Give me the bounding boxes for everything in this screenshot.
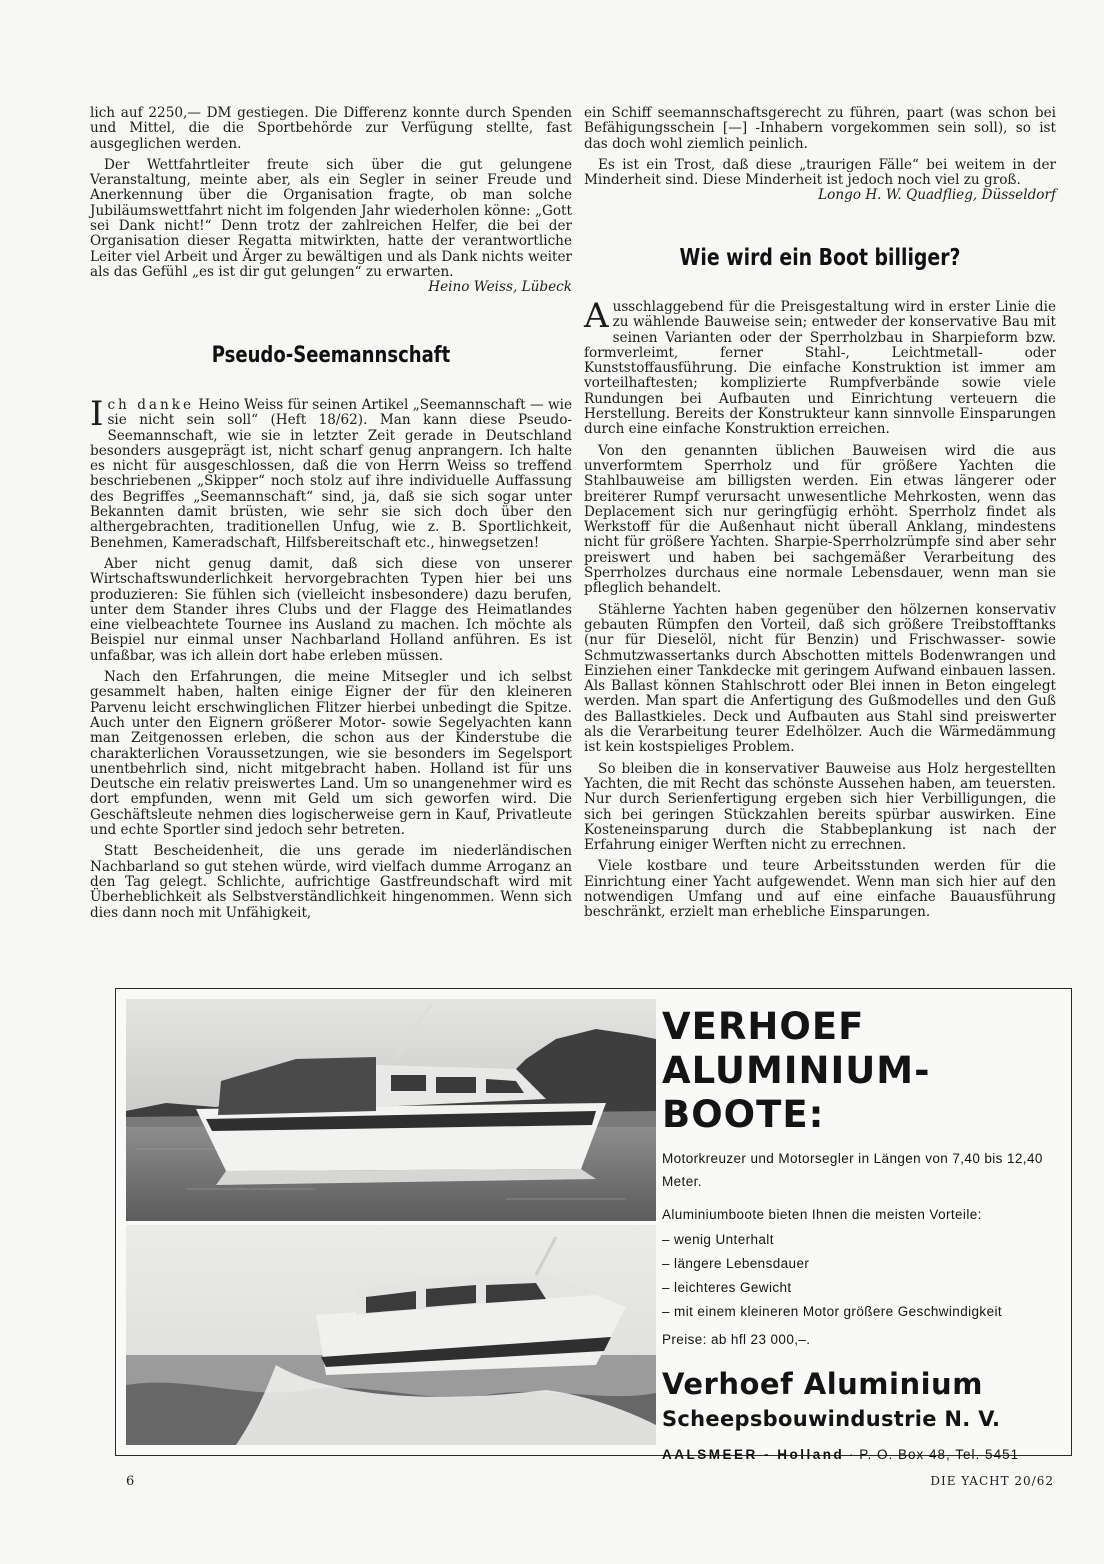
left-continuation-paragraph-1: lich auf 2250,— DM gestiegen. Die Differenz konnte durch Spenden und Mittel, die die Sportbehörde zur Verfügung stellte, fast ausgeglichen werden. xyxy=(90,105,572,152)
author-signature-weiss: Heino Weiss, Lübeck xyxy=(428,279,572,296)
ad-address xyxy=(662,1447,1062,1462)
ad-advantage-item: – längere Lebensdauer xyxy=(662,1256,810,1271)
ad-address-place: AALSMEER - Holland xyxy=(662,1447,845,1462)
boat-photo-speedboat xyxy=(126,1225,656,1445)
article-first-paragraph xyxy=(584,296,1056,438)
dropcap-letter: I xyxy=(90,394,104,434)
article-body-boot-billiger xyxy=(584,296,1056,927)
right-continuation-paragraph-1: ein Schiff seemannschaftsgerecht zu führen, paart (was schon bei Befähigungsschein [—] -Inhabern vorgekommen sein soll), so ist das doch wohl ziemlich peinlich. xyxy=(584,105,1056,152)
ad-price: Preise: ab hfl 23 000,–. xyxy=(662,1332,811,1347)
right-column xyxy=(584,106,1056,204)
left-continuation-paragraph-2 xyxy=(90,156,572,296)
article-first-paragraph xyxy=(90,394,572,551)
ad-address-details: · P. O. Box 48, Tel. 5451 xyxy=(844,1447,1020,1462)
author-signature-quadflieg: Longo H. W. Quadflieg, Düsseldorf xyxy=(818,187,1056,204)
right-continuation-text: Es ist ein Trost, daß diese „traurigen Fälle“ bei weitem in der Minderheit sind. Diese Minderheit ist jedoch noch viel zu groß. xyxy=(584,156,1056,189)
ad-advantages-list xyxy=(662,1228,1062,1324)
ad-headline-product: ALUMINIUM-BOOTE: xyxy=(662,1049,931,1136)
ad-company-name: Verhoef Aluminium xyxy=(662,1367,983,1401)
article-paragraph: Von den genannten üblichen Bauweisen wird die aus unverformtem Sperrholz und für größere Yachten die Stahlbauweise am billigsten werden. Ein etwas längerer oder breiterer Rumpf verursacht unwesentliche Mehrkosten, wenn das Deplacement sich nur geringfügig erhöht. Sperrholz findet als Werkstoff für die Außenhaut nicht überall Anklang, mindestens nicht für größere Yachten. Sharpie-Sperrholzrümpfe sind aber sehr preiswert und haben bei sachgemäßer Verarbeitung des Sperrholzes durchaus eine normale Lebensdauer, wenn man sie pfleglich behandelt. xyxy=(584,442,1056,597)
first-paragraph-text: usschlaggebend für die Preisgestaltung wird in erster Linie die zu wählende Bauweise sein; entweder der konservative Bau mit seinen Varianten oder der Sperrholzbau in Sharpieform bzw. formverleimt, ferner Stahl-, Leichtmetall- oder Kunststoffausführung. Die einfache Konstruktion ist immer am vorteilhaftesten; komplizierte Rumpfverbände sowie viele Rundungen bei Aufbauten und Einrichtung verteuern die Herstellung. Bereits der Konstrukteur kann sinnvolle Einsparungen durch eine einfache Konstruktion erreichen. xyxy=(584,299,1056,438)
ad-headline-brand: VERHOEF xyxy=(662,1005,865,1048)
verhoef-advertisement xyxy=(115,988,1072,1462)
first-paragraph-text: Heino Weiss für seinen Artikel „Seemannschaft — wie sie nicht sein soll“ (Heft 18/62). Man kann diese Pseudo-Seemannschaft, wie sie in letzter Zeit gerade in Deutschland besonders ausgeprägt ist, nicht scharf genug anprangern. Ich halte es nicht für ausgeschlossen, daß die von Herrn Weiss so treffend beschriebenen „Skipper“ noch stolz auf ihre individuelle Auffassung des Begriffes „Seemannschaft“ sind, ja, daß sie sich sogar unter Bekannten damit brüsten, wie sehr sie sich doch über den althergebrachten, traditionellen Unfug, wie z. B. Sportlichkeit, Benehmen, Kameradschaft, Hilfsbereitschaft etc., hinwegsetzen! xyxy=(90,397,572,551)
article-paragraph: Nach den Erfahrungen, die meine Mitsegler und ich selbst gesammelt haben, halten einige Eigner der für den kleineren Parvenu leicht erschwinglichen Flitzer hierbei unbedingt die Spitze. Auch unter den Eignern größerer Motor- sowie Segelyachten kann man Zeitgenossen erleben, die schon aus der Kinderstube die charakterlichen Voraussetzungen, wie sie besonders im Segelsport unentbehrlich sind, nicht mitgebracht haben. Holland ist für uns Deutsche ein relativ preiswertes Land. Um so unangenehmer wird es dort empfunden, wenn mit Geld um sich geworfen wird. Die Geschäftsleute nehmen dies logischerweise gern in Kauf, Privatleute und echte Sportler sind jedoch sehr betreten. xyxy=(90,669,572,839)
article-paragraph: Stählerne Yachten haben gegenüber den hölzernen konservativ gebauten Rümpfen den Vorteil, daß sich größere Treibstofftanks (nur für Dieselöl, nicht für Benzin) und Frischwasser- sowie Schmutzwassertanks durch Abschotten mittels Bodenwrangen und Einziehen einer Tankdecke mit geringem Aufwand einbauen lassen. Als Ballast können Stahlschrott oder Blei innen in Beton eingelegt werden. Man spart die Anfertigung des Gußmodelles und den Guß des Ballastkieles. Deck und Aufbauten aus Stahl sind preiswerter als die Verarbeitung teurer Edelhölzer. Auch die Wärmedämmung ist kein kostspieliges Problem. xyxy=(584,601,1056,756)
page-number: 6 xyxy=(126,1474,135,1489)
article-paragraph: Statt Bescheidenheit, die uns gerade im niederländischen Nachbarland so gut stehen würde, wird vielfach dumme Arroganz an den Tag gelegt. Schlichte, aufrichtige Gastfreundschaft wird mit Überheblichkeit als Selbstverständlichkeit hingenommen. Wenn sich dies dann noch mit Unfähigkeit, xyxy=(90,843,572,921)
ad-text-block xyxy=(662,999,1062,1462)
dropcap-letter: A xyxy=(584,296,609,336)
ad-company-subtitle: Scheepsbouwindustrie N. V. xyxy=(662,1407,1001,1431)
spaced-opening: ch danke xyxy=(107,397,195,413)
left-continuation-text: Der Wettfahrtleiter freute sich über die gut gelungene Veranstaltung, meinte aber, als ein Segler in seiner Freude und Anerkennung über die Organisation fragte, ob man solche Jubiläumswettfahrt nicht im folgenden Jahr wiederholen könne: „Gott sei Dank nicht!“ Denn trotz der zahlreichen Helfer, die bei der Organisation dieser Regatta mitwirkten, hatte der verantwortliche Leiter viel Arbeit und Ärger zu bewältigen und als Dank nichts weiter als das Gefühl „es ist dir gut gelungen“ zu erwarten. xyxy=(90,156,572,280)
article-title-boot-billiger: Wie wird ein Boot billiger? xyxy=(679,245,961,271)
article-paragraph: Viele kostbare und teure Arbeitsstunden werden für die Einrichtung einer Yacht aufgewendet. Wenn man sich hier auf den notwendigen Umfang und auf eine einfache Bauausführung beschränkt, erzielt man erhebliche Einsparungen. xyxy=(584,858,1056,921)
article-body-pseudo-seemannschaft xyxy=(90,394,572,927)
right-continuation-paragraph-2 xyxy=(584,156,1056,204)
ad-advantages-intro: Aluminiumboote bieten Ihnen die meisten Vorteile: xyxy=(662,1207,982,1222)
ad-intro-text: Motorkreuzer und Motorsegler in Längen von 7,40 bis 12,40 Meter. xyxy=(662,1151,1043,1189)
ad-advantage-item: – wenig Unterhalt xyxy=(662,1232,774,1247)
ad-advantage-item: – mit einem kleineren Motor größere Geschwindigkeit xyxy=(662,1304,1003,1319)
article-paragraph: Aber nicht genug damit, daß sich diese von unserer Wirtschaftswunderlichkeit hervorgebrachten Typen hier bei uns produzieren: Sie fühlen sich (vielleicht insbesondere) dazu berufen, unter dem Stander ihres Clubs und der Flagge des Heimatlandes eine vielbeachtete Tournee ins Ausland zu machen. Ich möchte als Beispiel nur einmal unser Nachbarland Holland anführen. Es ist unfaßbar, was ich allein dort habe erleben müssen. xyxy=(90,555,572,664)
left-column xyxy=(90,106,572,296)
ad-advantage-item: – leichteres Gewicht xyxy=(662,1280,792,1295)
article-title-pseudo-seemannschaft: Pseudo-Seemannschaft xyxy=(211,343,451,368)
boat-photo-cruiser xyxy=(126,999,656,1221)
article-paragraph: So bleiben die in konservativer Bauweise aus Holz hergestellten Yachten, die mit Recht das schönste Aussehen haben, am teuersten. Nur durch Serienfertigung ergeben sich hier Verbilligungen, die sich bei geringen Stückzahlen bereits spürbar auswirken. Eine Kosteneinsparung durch die Stabbeplankung ist nach der Erfahrung einiger Werften nicht zu errechnen. xyxy=(584,760,1056,854)
issue-reference: DIE YACHT 20/62 xyxy=(930,1474,1054,1488)
